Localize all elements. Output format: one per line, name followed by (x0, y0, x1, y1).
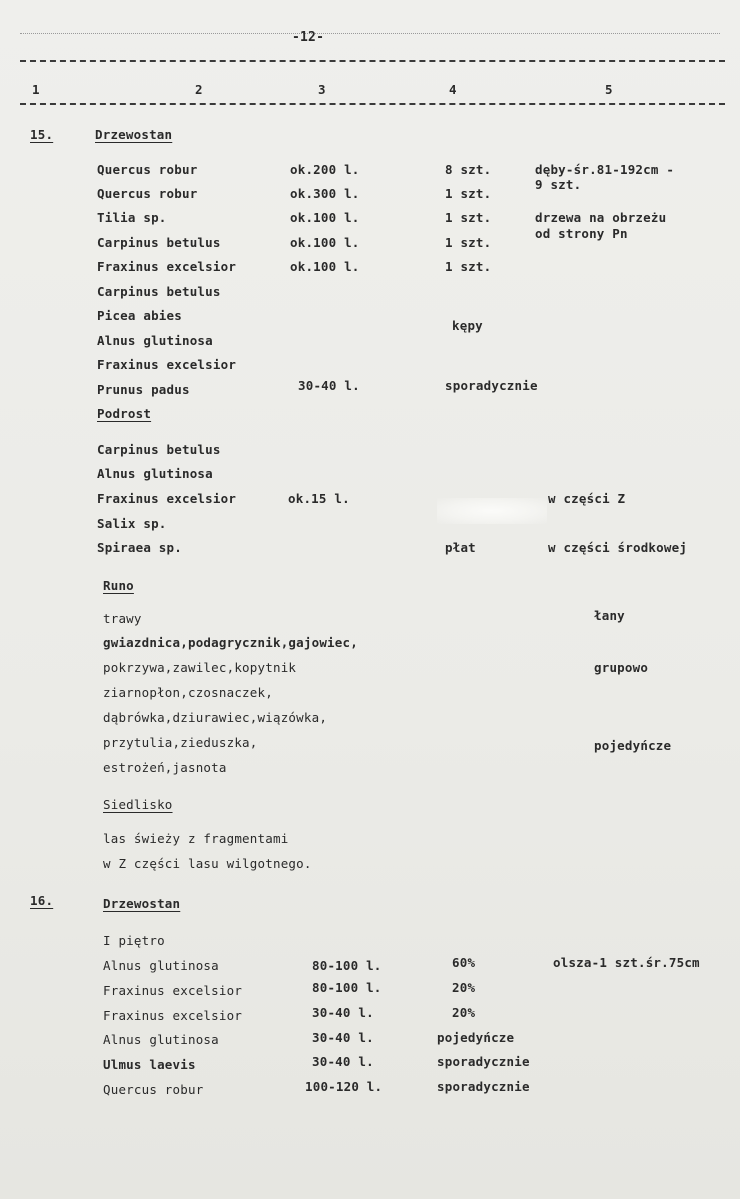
qty-cell: 1 szt. (445, 259, 492, 274)
age-cell: ok.100 l. (290, 235, 360, 250)
runo-line: dąbrówka,dziurawiec,wiązówka, (103, 710, 328, 725)
species-cell: Alnus glutinosa (97, 466, 213, 481)
species-cell: Fraxinus excelsior (103, 983, 243, 998)
section-title: Drzewostan (95, 127, 173, 142)
note-cell: olsza-1 szt.śr.75cm (553, 955, 700, 970)
age-cell: 80-100 l. (312, 980, 382, 995)
species-cell: Quercus robur (103, 1082, 204, 1097)
age-cell: 30-40 l. (312, 1054, 374, 1069)
section-title: Drzewostan (103, 896, 181, 911)
runo-line: pokrzywa,zawilec,kopytnik (103, 660, 297, 675)
note-cell: w części środkowej (548, 540, 688, 555)
species-cell: Alnus glutinosa (103, 1032, 219, 1047)
qty-cell: płat (445, 540, 476, 555)
column-header-1: 1 (32, 82, 40, 97)
age-cell: ok.300 l. (290, 186, 360, 201)
species-cell: Ulmus laevis (103, 1057, 196, 1072)
note-cell: 9 szt. (535, 177, 582, 192)
species-cell: Tilia sp. (97, 210, 167, 225)
species-cell: Salix sp. (97, 516, 167, 531)
species-cell: Carpinus betulus (97, 442, 221, 457)
correction-smudge (437, 498, 547, 524)
runo-line: estrożeń,jasnota (103, 760, 227, 775)
habitat-line: las świeży z fragmentami (103, 831, 289, 846)
species-cell: Fraxinus excelsior (103, 1008, 243, 1023)
qty-cell: kępy (452, 318, 483, 333)
species-cell: Fraxinus excelsior (97, 357, 237, 372)
qty-cell: 1 szt. (445, 210, 492, 225)
runo-line: przytulia,zieduszka, (103, 735, 258, 750)
age-cell: ok.200 l. (290, 162, 360, 177)
qty-cell: 20% (452, 980, 476, 995)
runo-title: Runo (103, 578, 134, 593)
age-cell: ok.15 l. (288, 491, 350, 506)
age-cell: 30-40 l. (312, 1030, 374, 1045)
page-number: -12- (292, 30, 325, 45)
age-cell: 100-120 l. (305, 1079, 383, 1094)
siedlisko-title: Siedlisko (103, 797, 173, 812)
podrost-title: Podrost (97, 406, 152, 421)
age-cell: 80-100 l. (312, 958, 382, 973)
note-cell: drzewa na obrzeżu (535, 210, 667, 225)
runo-note: grupowo (594, 660, 649, 675)
age-cell: 30-40 l. (298, 378, 360, 393)
column-header-4: 4 (449, 82, 457, 97)
species-cell: Carpinus betulus (97, 284, 221, 299)
qty-cell: 1 szt. (445, 186, 492, 201)
dotted-line (20, 33, 720, 34)
runo-line: trawy (103, 611, 142, 626)
age-cell: ok.100 l. (290, 259, 360, 274)
section-number: 16. (30, 893, 54, 908)
qty-cell: 8 szt. (445, 162, 492, 177)
header-rule-bottom (20, 103, 725, 105)
species-cell: Fraxinus excelsior (97, 259, 237, 274)
age-cell: ok.100 l. (290, 210, 360, 225)
species-cell: Spiraea sp. (97, 540, 182, 555)
runo-note: pojedyńcze (594, 738, 672, 753)
species-cell: Prunus padus (97, 382, 190, 397)
qty-cell: 60% (452, 955, 476, 970)
species-cell: Quercus robur (97, 186, 198, 201)
qty-cell: 20% (452, 1005, 476, 1020)
header-rule-top (20, 60, 725, 62)
species-cell: Alnus glutinosa (97, 333, 213, 348)
storey-label: I piętro (103, 933, 165, 948)
column-header-3: 3 (318, 82, 326, 97)
qty-cell: sporadycznie (437, 1054, 530, 1069)
section-number: 15. (30, 127, 54, 142)
species-cell: Carpinus betulus (97, 235, 221, 250)
species-cell: Fraxinus excelsior (97, 491, 237, 506)
note-cell: dęby-śr.81-192cm - (535, 162, 675, 177)
runo-note: łany (594, 608, 625, 623)
qty-cell: 1 szt. (445, 235, 492, 250)
note-cell: w części Z (548, 491, 626, 506)
qty-cell: sporadycznie (445, 378, 538, 393)
species-cell: Alnus glutinosa (103, 958, 219, 973)
column-header-2: 2 (195, 82, 203, 97)
qty-cell: sporadycznie (437, 1079, 530, 1094)
runo-line: ziarnopłon,czosnaczek, (103, 685, 273, 700)
habitat-line: w Z części lasu wilgotnego. (103, 856, 312, 871)
species-cell: Picea abies (97, 308, 182, 323)
runo-line: gwiazdnica,podagrycznik,gajowiec, (103, 635, 358, 650)
column-header-5: 5 (605, 82, 613, 97)
species-cell: Quercus robur (97, 162, 198, 177)
note-cell: od strony Pn (535, 226, 628, 241)
qty-cell: pojedyńcze (437, 1030, 515, 1045)
age-cell: 30-40 l. (312, 1005, 374, 1020)
